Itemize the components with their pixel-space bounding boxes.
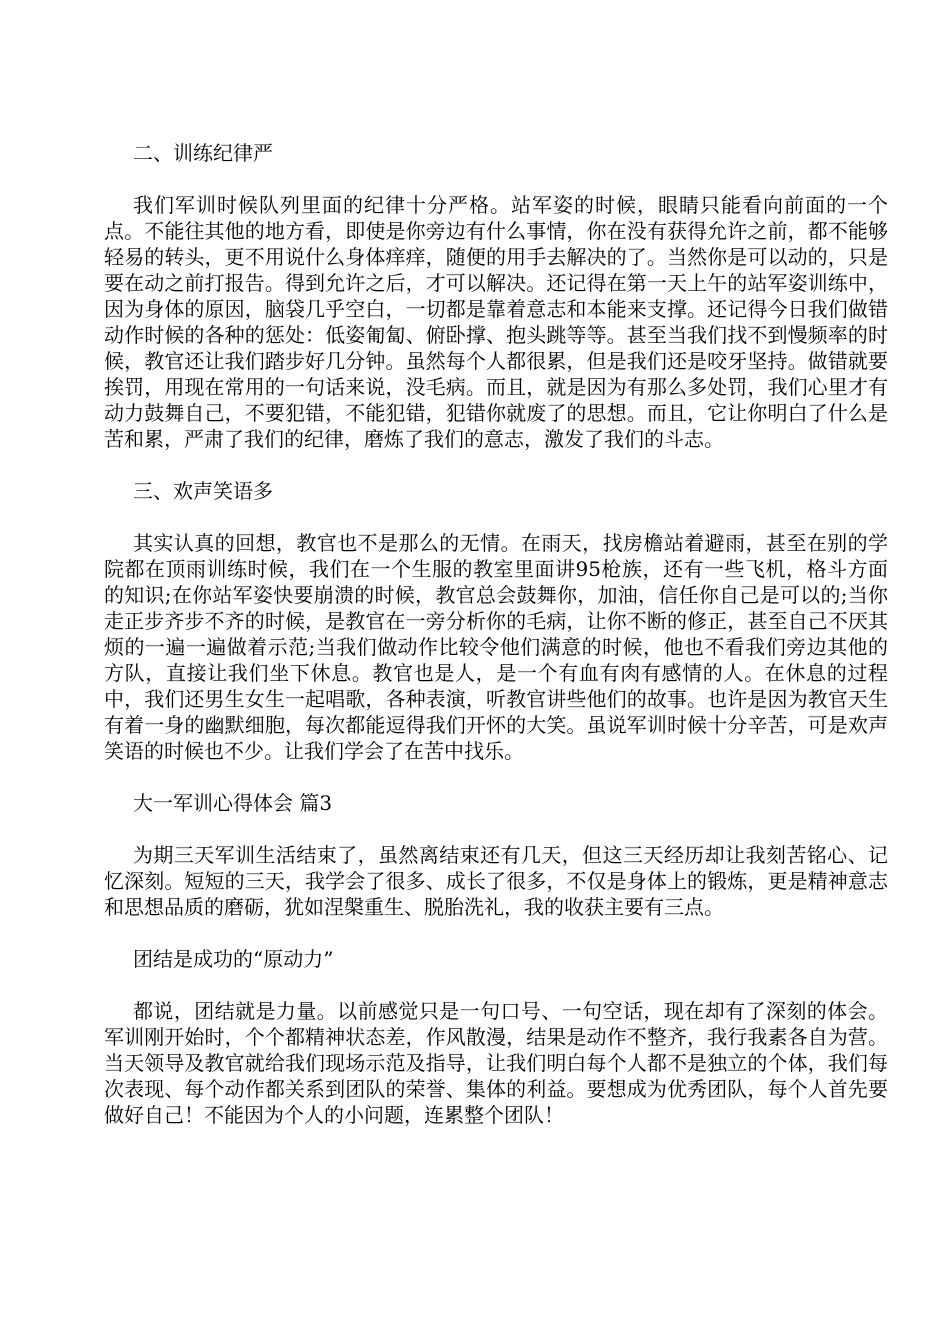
section-paragraph-laughter: 其实认真的回想，教官也不是那么的无情。在雨天，找房檐站着避雨，甚至在别的学院都在顶雨训练时候，我们在一个生服的教室里面讲95枪族，还有一些飞机，格斗方面的知识;在你站军姿快要崩溃的时候，教官总会鼓舞你，加油，信任你自己是可以的;当你走正步齐步不齐的时候，是教官在一旁分析你的毛病，让你不断的修正，甚至自己不厌其烦的一遍一遍做着示范;当我们做动作比较令他们满意的时候，他也不看我们旁边其他的方队，直接让我们坐下休息。教官也是人，是一个有血有肉有感情的人。在休息的过程中，我们还男生女生一起唱歌，各种表演，听教官讲些他们的故事。也许是因为教官天生有着一身的幽默细胞，每次都能逗得我们开怀的大笑。虽说军训时候十分辛苦，可是欢声笑语的时候也不少。让我们学会了在苦中找乐。	[104, 531, 888, 763]
document-body	[104, 140, 888, 1128]
section-paragraph-discipline: 我们军训时候队列里面的纪律十分严格。站军姿的时候，眼睛只能看向前面的一个点。不能往其他的地方看，即使是你旁边有什么事情，你在没有获得允许之前，都不能够轻易的转头，更不用说什么身体痒痒，随便的用手去解决的了。当然你是可以动的，只是要在动之前打报告。得到允许之后，才可以解决。还记得在第一天上午的站军姿训练中，因为身体的原因，脑袋几乎空白，一切都是靠着意志和本能来支撑。还记得今日我们做错动作时候的各种的惩处：低姿匍匐、俯卧撑、抱头跳等等。甚至当我们找不到慢频率的时候，教官还让我们踏步好几分钟。虽然每个人都很累，但是我们还是咬牙坚持。做错就要挨罚，用现在常用的一句话来说，没毛病。而且，就是因为有那么多处罚，我们心里才有动力鼓舞自己，不要犯错，不能犯错，犯错你就废了的思想。而且，它让你明白了什么是苦和累，严肃了我们的纪律，磨炼了我们的意志，激发了我们的斗志。	[104, 193, 888, 451]
section-heading-laughter: 三、欢声笑语多	[133, 479, 273, 503]
article-paragraph-part3-intro: 为期三天军训生活结束了，虽然离结束还有几天，但这三天经历却让我刻苦铭心、记忆深刻。短短的三天，我学会了很多、成长了很多，不仅是身体上的锻炼，更是精神意志和思想品质的磨砺，犹如涅槃重生、脱胎洗礼，我的收获主要有三点。	[104, 843, 888, 919]
section-heading-unity: 团结是成功的“原动力”	[133, 947, 334, 971]
article-heading-part3: 大一军训心得体会 篇3	[133, 791, 333, 815]
section-paragraph-unity: 都说，团结就是力量。以前感觉只是一句口号、一句空话，现在却有了深刻的体会。军训刚开始时，个个都精神状态差，作风散漫，结果是动作不整齐，我行我素各自为营。当天领导及教官就给我们现场示范及指导，让我们明白每个人都不是独立的个体，我们每次表现、每个动作都关系到团队的荣誉、集体的利益。要想成为优秀团队，每个人首先要做好自己！不能因为个人的小问题，连累整个团队！	[104, 999, 888, 1127]
section-heading-discipline: 二、训练纪律严	[133, 141, 273, 165]
